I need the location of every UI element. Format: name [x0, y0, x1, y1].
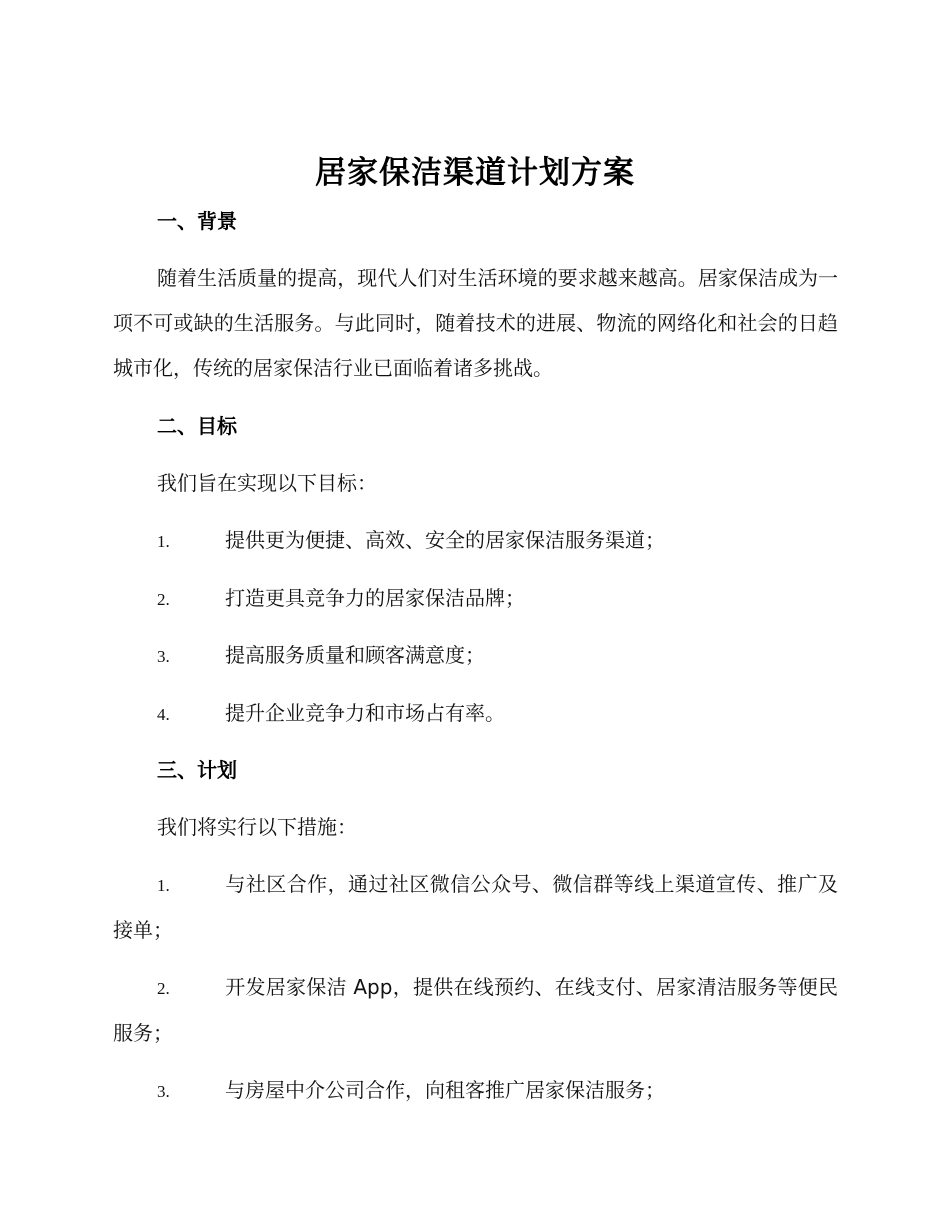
goal-item	[113, 576, 838, 622]
list-number: 3.	[157, 1082, 170, 1101]
list-item-text: 与房屋中介公司合作，向租客推广居家保洁服务；	[225, 1078, 665, 1102]
plan-item	[113, 1068, 838, 1114]
background-paragraph: 随着生活质量的提高，现代人们对生活环境的要求越来越高。居家保洁成为一项不可或缺的生活服务。与此同时，随着技术的进展、物流的网络化和社会的日趋城市化，传统的居家保洁行业已面临着诸多挑战。	[113, 266, 838, 380]
goal-item	[113, 691, 838, 737]
goal-item	[113, 518, 838, 564]
list-item-text: 开发居家保洁 App，提供在线预约、在线支付、居家清洁服务等便民服务；	[113, 975, 838, 1045]
list-item-text: 提高服务质量和顾客满意度；	[225, 643, 485, 667]
list-item-text: 与社区合作，通过社区微信公众号、微信群等线上渠道宣传、推广及接单；	[113, 872, 838, 942]
list-item-text: 打造更具竞争力的居家保洁品牌；	[225, 586, 525, 610]
list-number: 4.	[157, 705, 170, 724]
plan-item	[113, 862, 838, 953]
list-number: 2.	[157, 979, 170, 998]
list-item-text: 提供更为便捷、高效、安全的居家保洁服务渠道；	[225, 528, 665, 552]
plan-intro: 我们将实行以下措施：	[157, 815, 357, 839]
section-heading-background: 一、背景	[157, 209, 237, 233]
list-number: 1.	[157, 876, 170, 895]
section-heading-plan: 三、计划	[157, 758, 237, 782]
plan-item	[113, 965, 838, 1056]
list-number: 2.	[157, 590, 170, 609]
goals-intro: 我们旨在实现以下目标：	[157, 471, 377, 495]
list-number: 3.	[157, 647, 170, 666]
section-heading-goals: 二、目标	[157, 414, 237, 438]
goal-item	[113, 633, 838, 679]
list-item-text: 提升企业竞争力和市场占有率。	[225, 701, 505, 725]
list-number: 1.	[157, 532, 170, 551]
document-title: 居家保洁渠道计划方案	[315, 155, 635, 191]
